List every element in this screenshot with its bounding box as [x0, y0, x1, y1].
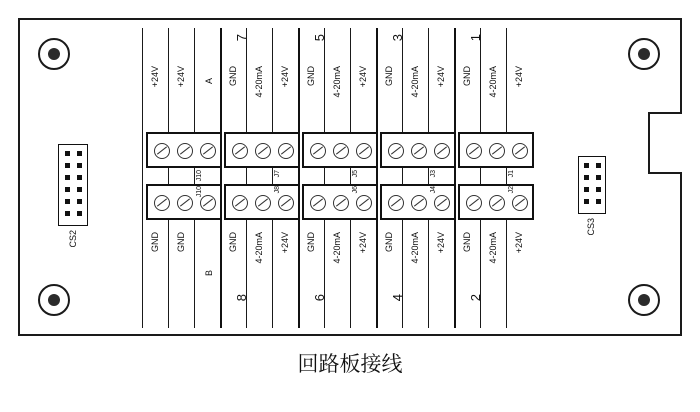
- mount-hole-center: [638, 294, 650, 306]
- connector-pin: [65, 163, 70, 168]
- bottom-label-B-col2: GND: [176, 232, 186, 252]
- terminal-screw[interactable]: [411, 143, 427, 159]
- top-label-A-col1: +24V: [150, 66, 160, 88]
- channel-divider: [454, 28, 456, 328]
- channel-number-1: 1: [468, 34, 483, 42]
- connector-pin: [77, 187, 82, 192]
- terminal-screw[interactable]: [154, 143, 170, 159]
- bottom-label-B-col1: GND: [150, 232, 160, 252]
- bottom-label-ch2-gnd: GND: [462, 232, 472, 252]
- connector-pin: [65, 151, 70, 156]
- connector-label-cs3: CS3: [586, 218, 596, 236]
- channel-number-4: 4: [390, 294, 405, 302]
- figure-caption: 回路板接线: [297, 353, 403, 376]
- terminal-screw[interactable]: [466, 195, 482, 211]
- terminal-screw[interactable]: [232, 195, 248, 211]
- top-label-ch1-gnd: GND: [462, 66, 472, 86]
- board-notch: [648, 112, 682, 174]
- terminal-block-J8[interactable]: [224, 184, 300, 220]
- connector-pin: [584, 199, 589, 204]
- terminal-block-J2[interactable]: [458, 184, 534, 220]
- terminal-screw[interactable]: [310, 143, 326, 159]
- terminal-block-J10-bottom[interactable]: [146, 184, 222, 220]
- bottom-label-ch6-gnd: GND: [306, 232, 316, 252]
- terminal-screw[interactable]: [177, 143, 193, 159]
- channel-number-6: 6: [312, 294, 327, 302]
- top-label-ch3-signal: 4-20mA: [410, 66, 420, 98]
- connector-pin: [584, 187, 589, 192]
- terminal-label-J6: J6: [352, 186, 359, 194]
- bottom-label-ch6-signal: 4-20mA: [332, 232, 342, 264]
- terminal-screw[interactable]: [489, 195, 505, 211]
- top-label-ch3-gnd: GND: [384, 66, 394, 86]
- top-label-ch1-signal: 4-20mA: [488, 66, 498, 98]
- channel-divider: [376, 28, 378, 328]
- channel-divider: [168, 28, 169, 328]
- connector-pin: [65, 211, 70, 216]
- channel-divider: [350, 28, 351, 328]
- channel-divider: [506, 28, 507, 328]
- top-label-A-col2: +24V: [176, 66, 186, 88]
- channel-divider: [142, 28, 143, 328]
- connector-pin: [77, 211, 82, 216]
- terminal-block-J6[interactable]: [302, 184, 378, 220]
- bottom-label-ch4-gnd: GND: [384, 232, 394, 252]
- bottom-label-ch4-power: +24V: [436, 232, 446, 254]
- connector-pin: [65, 175, 70, 180]
- mount-hole-center: [48, 294, 60, 306]
- mount-hole-center: [48, 48, 60, 60]
- channel-number-8: 8: [234, 294, 249, 302]
- terminal-screw[interactable]: [411, 195, 427, 211]
- channel-number-3: 3: [390, 34, 405, 42]
- connector-pin: [584, 163, 589, 168]
- bottom-label-B-col3: B: [204, 270, 214, 277]
- top-label-A-col3: A: [204, 78, 214, 85]
- terminal-screw[interactable]: [154, 195, 170, 211]
- terminal-screw[interactable]: [310, 195, 326, 211]
- terminal-screw[interactable]: [489, 143, 505, 159]
- bottom-label-ch2-power: +24V: [514, 232, 524, 254]
- top-label-ch1-power: +24V: [514, 66, 524, 88]
- terminal-label-J7: J7: [274, 170, 281, 178]
- connector-pin: [584, 175, 589, 180]
- bottom-label-ch8-power: +24V: [280, 232, 290, 254]
- terminal-label-J4: J4: [430, 186, 437, 194]
- mount-hole-bottom-right: [628, 284, 660, 316]
- terminal-label-J5: J5: [352, 170, 359, 178]
- terminal-label-J3: J3: [430, 170, 437, 178]
- terminal-screw[interactable]: [388, 143, 404, 159]
- mount-hole-top-right: [628, 38, 660, 70]
- terminal-screw[interactable]: [466, 143, 482, 159]
- top-label-ch5-gnd: GND: [306, 66, 316, 86]
- connector-cs3[interactable]: [578, 156, 606, 214]
- terminal-label-J1: J1: [508, 170, 515, 178]
- connector-pin: [596, 187, 601, 192]
- terminal-screw[interactable]: [333, 143, 349, 159]
- top-label-ch7-gnd: GND: [228, 66, 238, 86]
- connector-pin: [65, 199, 70, 204]
- terminal-screw[interactable]: [200, 195, 216, 211]
- top-label-ch5-power: +24V: [358, 66, 368, 88]
- terminal-label-J8: J8: [274, 186, 281, 194]
- channel-number-5: 5: [312, 34, 327, 42]
- terminal-screw[interactable]: [232, 143, 248, 159]
- channel-number-7: 7: [234, 34, 249, 42]
- top-label-ch7-power: +24V: [280, 66, 290, 88]
- connector-pin: [77, 151, 82, 156]
- terminal-screw[interactable]: [512, 143, 528, 159]
- terminal-screw[interactable]: [278, 195, 294, 211]
- channel-divider: [480, 28, 481, 328]
- circuit-board: [18, 18, 682, 336]
- bottom-label-ch2-signal: 4-20mA: [488, 232, 498, 264]
- terminal-block-J7[interactable]: [224, 132, 300, 168]
- top-label-ch3-power: +24V: [436, 66, 446, 88]
- terminal-screw[interactable]: [255, 195, 271, 211]
- channel-divider: [220, 28, 222, 328]
- mount-hole-top-left: [38, 38, 70, 70]
- channel-divider: [402, 28, 403, 328]
- terminal-label-J10-top: J10: [196, 170, 203, 182]
- terminal-screw[interactable]: [434, 195, 450, 211]
- connector-pin: [77, 163, 82, 168]
- terminal-block-J3[interactable]: [380, 132, 456, 168]
- top-label-ch7-signal: 4-20mA: [254, 66, 264, 98]
- mount-hole-center: [638, 48, 650, 60]
- channel-divider: [194, 28, 195, 328]
- terminal-screw[interactable]: [200, 143, 216, 159]
- channel-divider: [272, 28, 273, 328]
- terminal-block-J4[interactable]: [380, 184, 456, 220]
- top-label-ch5-signal: 4-20mA: [332, 66, 342, 98]
- connector-pin: [77, 199, 82, 204]
- channel-divider: [428, 28, 429, 328]
- terminal-screw[interactable]: [356, 195, 372, 211]
- connector-pin: [596, 199, 601, 204]
- bottom-label-ch4-signal: 4-20mA: [410, 232, 420, 264]
- terminal-screw[interactable]: [177, 195, 193, 211]
- connector-pin: [65, 187, 70, 192]
- terminal-screw[interactable]: [388, 195, 404, 211]
- terminal-screw[interactable]: [278, 143, 294, 159]
- terminal-screw[interactable]: [512, 195, 528, 211]
- terminal-block-J1[interactable]: [458, 132, 534, 168]
- bottom-label-ch6-power: +24V: [358, 232, 368, 254]
- mount-hole-bottom-left: [38, 284, 70, 316]
- connector-cs2[interactable]: [58, 144, 88, 226]
- terminal-screw[interactable]: [333, 195, 349, 211]
- terminal-screw[interactable]: [356, 143, 372, 159]
- terminal-block-J5[interactable]: [302, 132, 378, 168]
- connector-pin: [596, 175, 601, 180]
- channel-number-2: 2: [468, 294, 483, 302]
- terminal-screw[interactable]: [255, 143, 271, 159]
- terminal-screw[interactable]: [434, 143, 450, 159]
- terminal-label-J10-bottom: J10: [196, 186, 203, 198]
- bottom-label-ch8-signal: 4-20mA: [254, 232, 264, 264]
- connector-pin: [77, 175, 82, 180]
- terminal-block-J10-top[interactable]: [146, 132, 222, 168]
- connector-pin: [596, 163, 601, 168]
- channel-divider: [324, 28, 325, 328]
- connector-label-cs2: CS2: [68, 230, 78, 248]
- bottom-label-ch8-gnd: GND: [228, 232, 238, 252]
- channel-divider: [298, 28, 300, 328]
- channel-divider: [246, 28, 247, 328]
- terminal-label-J2: J2: [508, 186, 515, 194]
